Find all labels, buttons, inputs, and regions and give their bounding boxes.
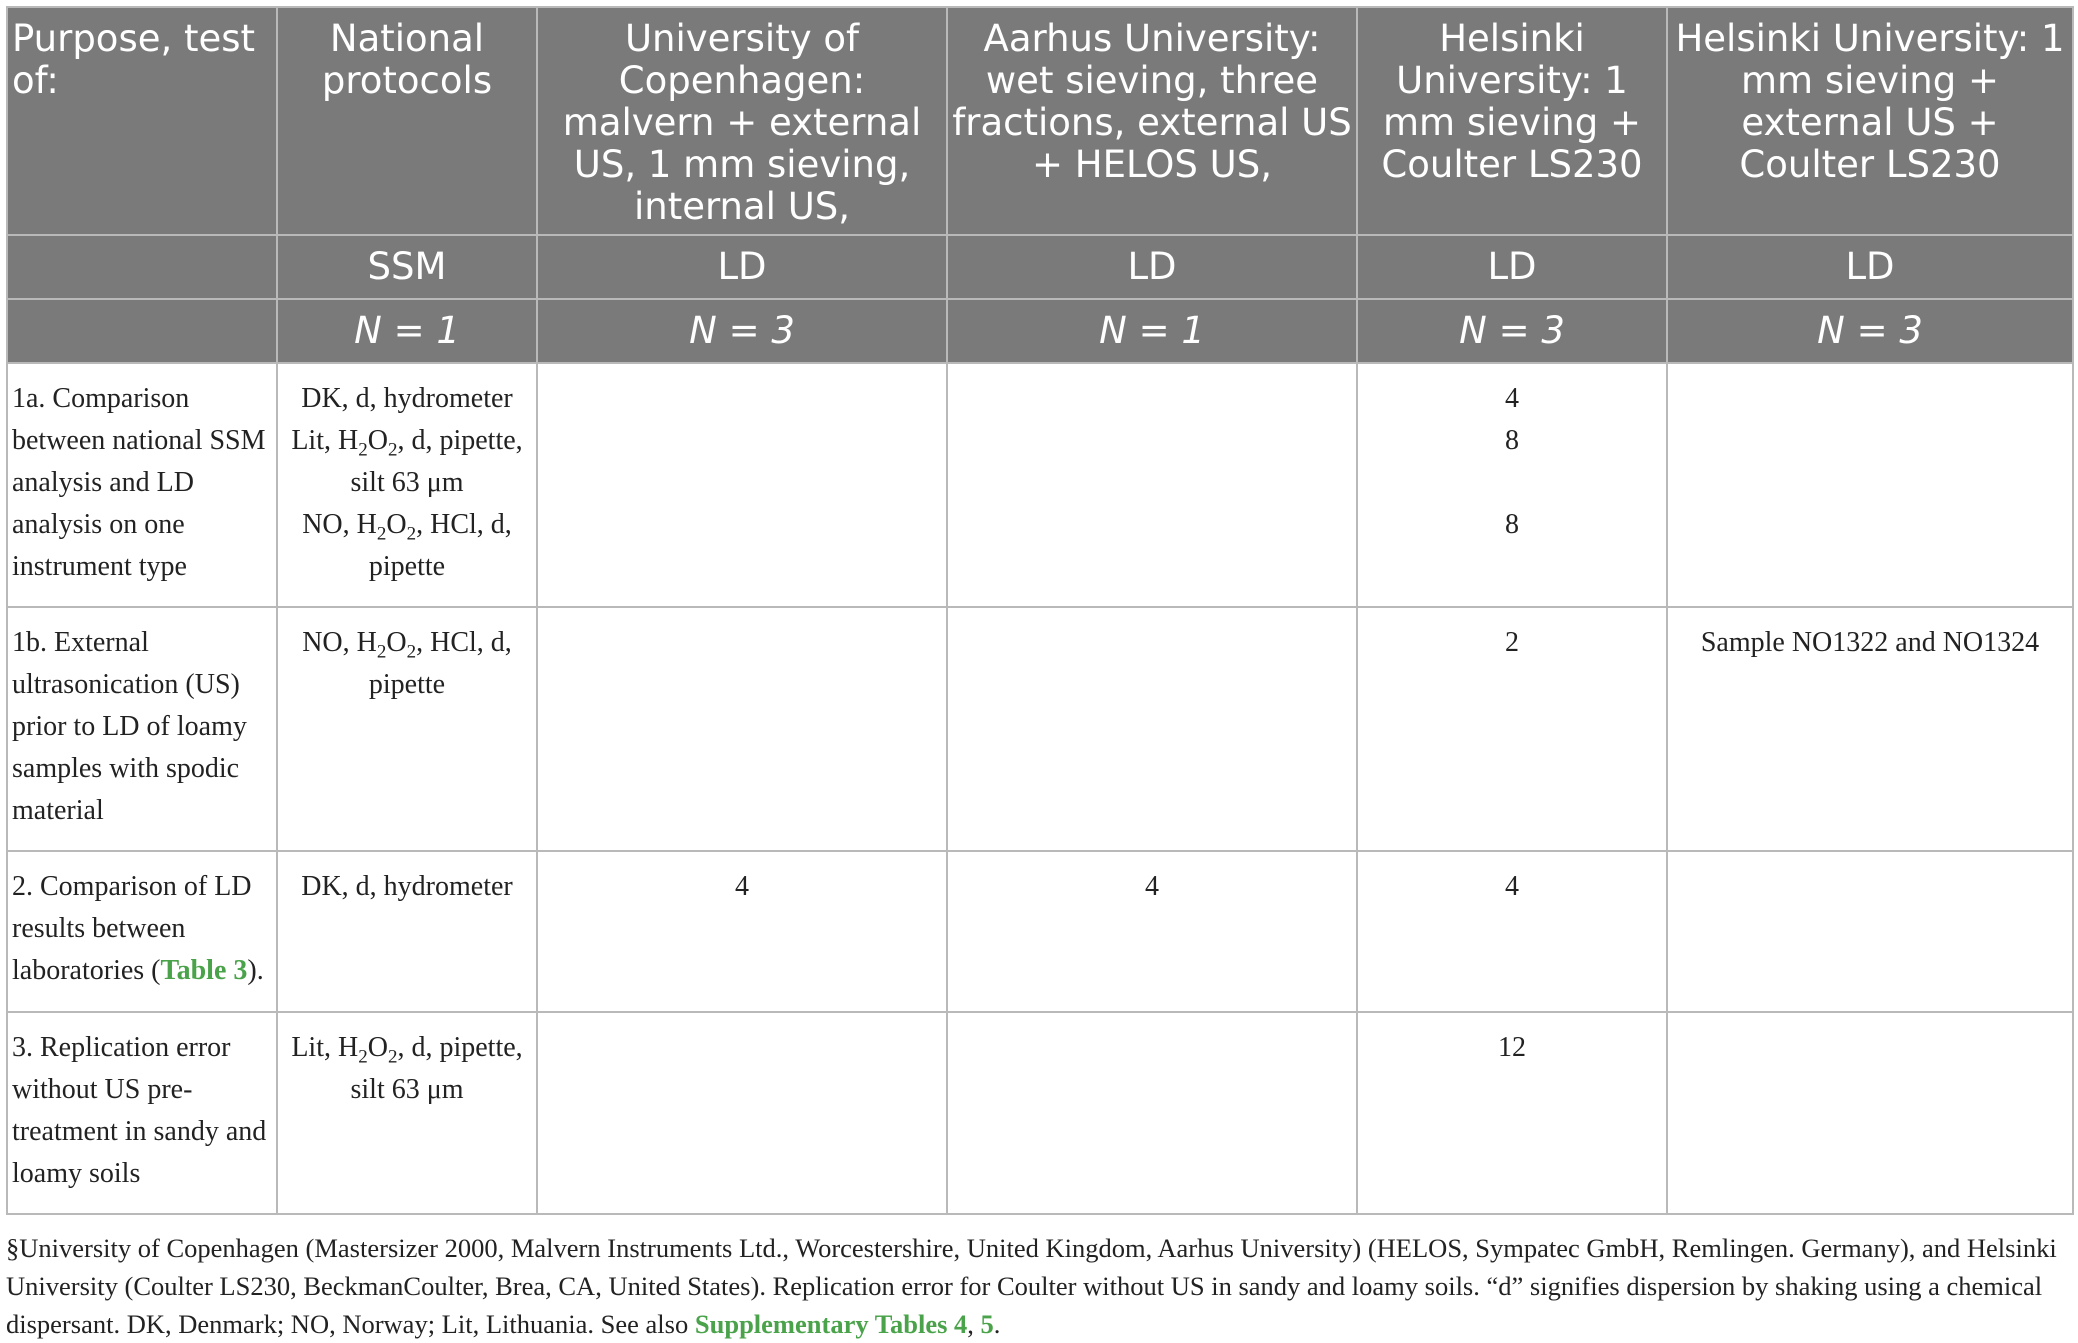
- purpose-cell: 1b. External ultrasonication (US) prior to LD of loamy samples with spodic material: [7, 607, 277, 851]
- copenhagen-cell: [537, 607, 947, 851]
- n-cell: N = 3: [1357, 299, 1667, 363]
- supplementary-table-5-link[interactable]: 5: [980, 1309, 994, 1339]
- protocol-line: DK, d, hydrometer: [301, 383, 513, 414]
- protocols-cell: DK, d, hydrometer: [277, 851, 537, 1012]
- col-header-copenhagen: University of Copenhagen: malvern + external US, 1 mm sieving, internal US,: [537, 7, 947, 235]
- protocol-line: NO, $H_2O_2$, HCl, d, pipette: [302, 509, 512, 582]
- helsinki-cell: [1357, 363, 1667, 607]
- table-container: [6, 6, 2072, 1343]
- helsinki-value: 12: [1498, 1032, 1526, 1063]
- table-3-link[interactable]: Table 3: [160, 955, 248, 986]
- header-row-n: [7, 299, 2073, 363]
- col-header-national-protocols: National protocols: [277, 7, 537, 235]
- helsinki-us-cell: [1667, 1012, 2073, 1214]
- helsinki-us-cell: [1667, 851, 2073, 1012]
- method-cell: [7, 235, 277, 299]
- table-row: [7, 1012, 2073, 1214]
- helsinki-value: 4: [1505, 871, 1519, 902]
- n-cell: N = 1: [947, 299, 1357, 363]
- col-header-aarhus: Aarhus University: wet sieving, three fractions, external US + HELOS US,: [947, 7, 1357, 235]
- helsinki-us-cell: Sample NO1322 and NO1324: [1667, 607, 2073, 851]
- table-row: [7, 607, 2073, 851]
- protocols-cell: Lit, $H_2O_2$, d, pipette, silt 63 μm: [277, 1012, 537, 1214]
- helsinki-value: 8: [1505, 425, 1519, 456]
- method-cell: LD: [537, 235, 947, 299]
- table-row: [7, 851, 2073, 1012]
- copenhagen-cell: [537, 363, 947, 607]
- helsinki-value: 2: [1505, 627, 1519, 658]
- helsinki-value: 8: [1505, 509, 1519, 540]
- helsinki-cell: [1357, 851, 1667, 1012]
- protocols-cell: [277, 363, 537, 607]
- table-row: [7, 363, 2073, 607]
- purpose-cell: 1a. Comparison between national SSM analysis and LD analysis on one instrument type: [7, 363, 277, 607]
- copenhagen-cell: 4: [537, 851, 947, 1012]
- col-header-purpose: Purpose, test of:: [7, 7, 277, 235]
- header-row-titles: [7, 7, 2073, 235]
- table-footnote: §University of Copenhagen (Mastersizer 2000, Malvern Instruments Ltd., Worcestershire, United Kingdom, Aarhus University) (HELOS, Sympatec GmbH, Remlingen. Germany), and Helsinki University (Coulter LS230, BeckmanCoulter, Brea, CA, United States). Replication error for Coulter without US in sandy and loamy soils. “d” signifies dispersion by shaking using a chemical dispersant. DK, Denmark; NO, Norway; Lit, Lithuania. See also Supplementary Tables 4, 5.: [6, 1233, 2057, 1339]
- helsinki-cell: [1357, 1012, 1667, 1214]
- aarhus-cell: 4: [947, 851, 1357, 1012]
- n-cell: N = 1: [277, 299, 537, 363]
- n-cell: N = 3: [1667, 299, 2073, 363]
- n-cell: [7, 299, 277, 363]
- copenhagen-cell: [537, 1012, 947, 1214]
- helsinki-cell: [1357, 607, 1667, 851]
- data-table: [6, 6, 2074, 1215]
- col-header-helsinki: Helsinki University: 1 mm sieving + Coulter LS230: [1357, 7, 1667, 235]
- method-cell: SSM: [277, 235, 537, 299]
- method-cell: LD: [1357, 235, 1667, 299]
- header-row-method: [7, 235, 2073, 299]
- helsinki-us-cell: [1667, 363, 2073, 607]
- aarhus-cell: [947, 607, 1357, 851]
- purpose-cell: 3. Replication error without US pre-treatment in sandy and loamy soils: [7, 1012, 277, 1214]
- col-header-helsinki-us: Helsinki University: 1 mm sieving + external US + Coulter LS230: [1667, 7, 2073, 235]
- method-cell: LD: [947, 235, 1357, 299]
- method-cell: LD: [1667, 235, 2073, 299]
- purpose-cell: 2. Comparison of LD results between laboratories (Table 3).: [7, 851, 277, 1012]
- protocol-line: Lit, $H_2O_2$, d, pipette, silt 63 μm: [291, 425, 523, 498]
- n-cell: N = 3: [537, 299, 947, 363]
- supplementary-tables-link[interactable]: Supplementary Tables 4: [694, 1309, 968, 1339]
- aarhus-cell: [947, 1012, 1357, 1214]
- aarhus-cell: [947, 363, 1357, 607]
- helsinki-value: 4: [1505, 383, 1519, 414]
- protocols-cell: NO, $H_2O_2$, HCl, d, pipette: [277, 607, 537, 851]
